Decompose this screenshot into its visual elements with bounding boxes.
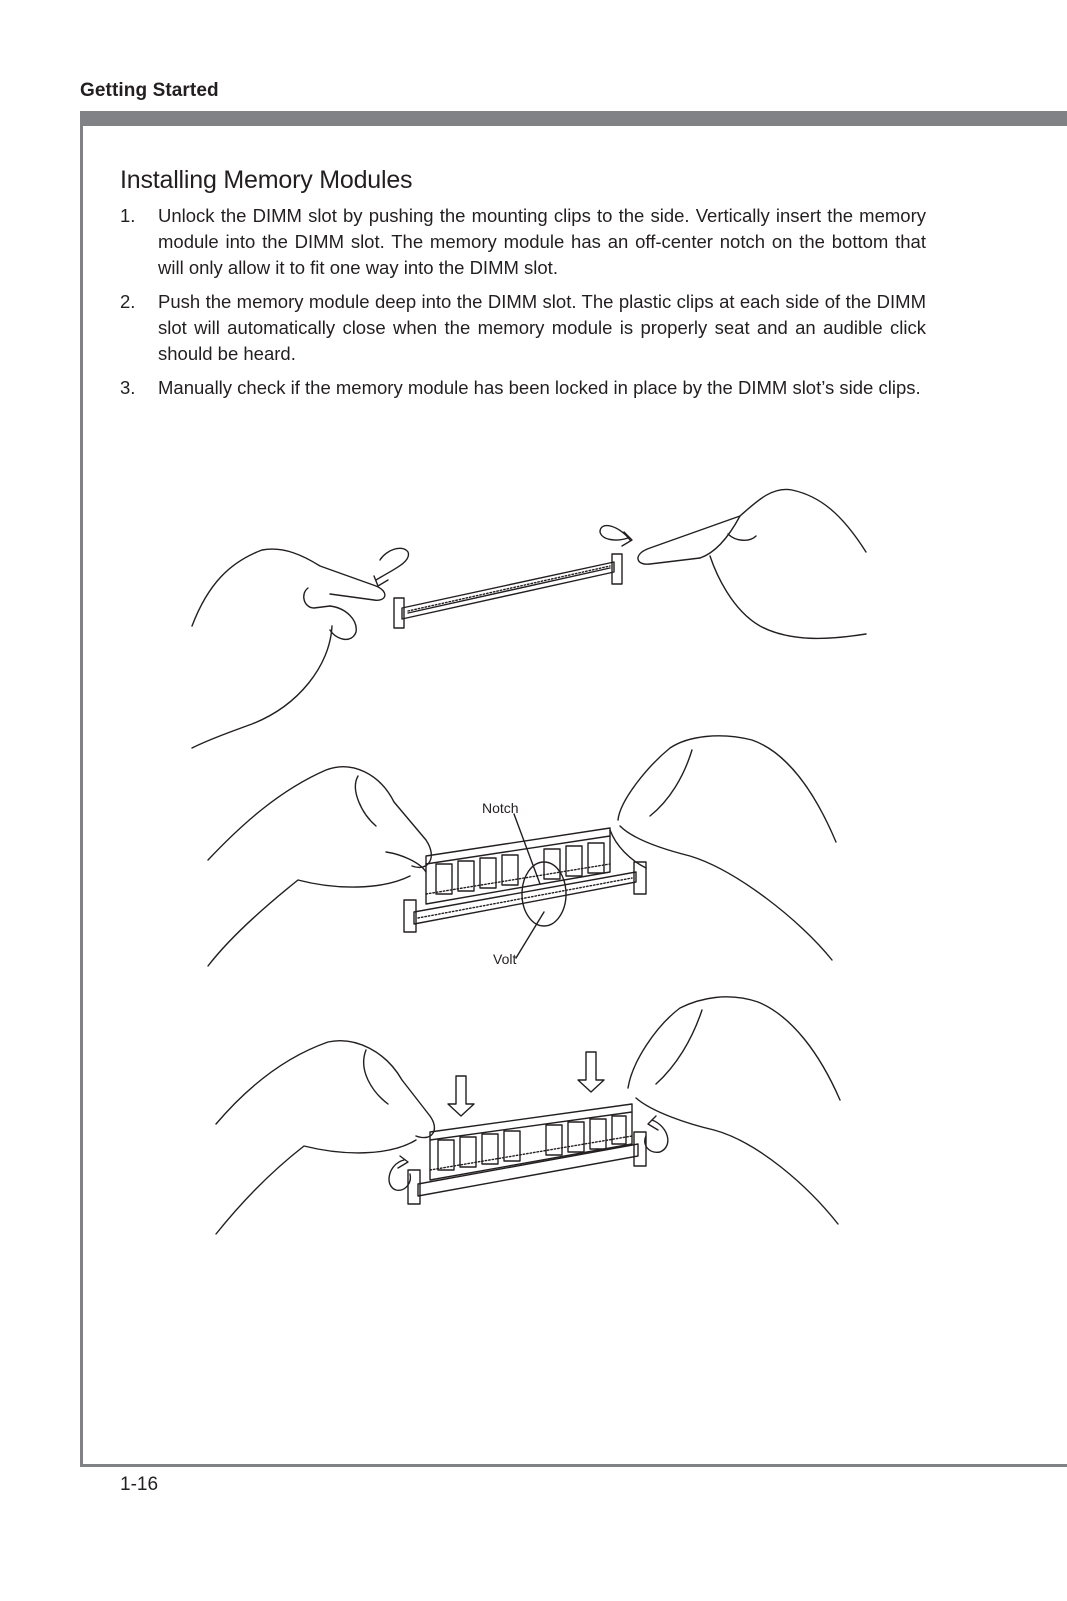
- rotate-arrow-icon: [389, 1160, 410, 1190]
- step-text: Push the memory module deep into the DIMM slot. The plastic clips at each side of the DIMM slot will automatically close when the memory module is properly seat and an audible click should be heard.: [158, 291, 926, 364]
- section-label: Getting Started: [80, 80, 219, 101]
- memory-installation-illustration: [180, 480, 880, 1260]
- step-text: Manually check if the memory module has been locked in place by the DIMM slot’s side clips.: [158, 377, 921, 398]
- list-item: [120, 289, 926, 367]
- list-item: [120, 203, 926, 281]
- down-arrow-icon: [448, 1076, 474, 1116]
- lock-module-drawing: [216, 997, 840, 1234]
- right-clip: [634, 1132, 646, 1166]
- footer-rule: [80, 1464, 1067, 1467]
- volt-label: Volt: [493, 951, 517, 967]
- left-margin-rule: [80, 126, 83, 1466]
- down-arrow-icon: [578, 1052, 604, 1092]
- page-number: 1-16: [120, 1474, 159, 1495]
- page-title: Installing Memory Modules: [120, 166, 413, 194]
- header-bar: [80, 111, 1067, 126]
- list-item: [120, 375, 926, 401]
- step-number: 2.: [120, 291, 136, 312]
- insert-module-drawing: [208, 736, 836, 966]
- instruction-list: [120, 203, 926, 409]
- step-text: Unlock the DIMM slot by pushing the mounting clips to the side. Vertically insert the memory module into the DIMM slot. The memory module has an off-center notch on the bottom that will only allow it to fit one way into the DIMM slot.: [158, 205, 926, 278]
- unlock-clips-drawing: [192, 489, 866, 748]
- step-number: 3.: [120, 377, 136, 398]
- step-number: 1.: [120, 205, 136, 226]
- notch-label: Notch: [482, 800, 519, 816]
- rotate-arrow-icon: [376, 548, 409, 580]
